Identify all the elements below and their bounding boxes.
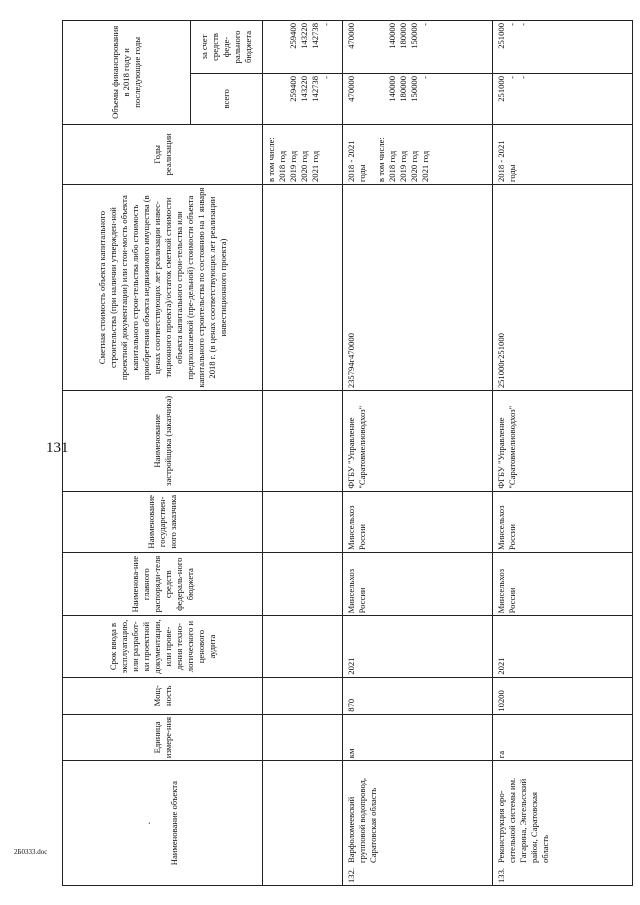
- rotated-table-container: [62, 20, 632, 886]
- amount: 180000: [398, 75, 408, 102]
- table-row: [343, 21, 493, 886]
- amount: 143220: [299, 75, 309, 102]
- amount: 251000: [496, 75, 506, 102]
- breakdown-year: 2020 год: [409, 150, 419, 182]
- page-number: 131: [46, 440, 69, 456]
- amount: 140000: [387, 23, 397, 49]
- object-name: Варфоломеевский групповой водопровод, Саратовская область: [346, 777, 378, 863]
- amount: -: [321, 75, 331, 79]
- breakdown-year: 2020 год: [299, 150, 309, 182]
- breakdown-year: 2018 год: [387, 150, 397, 182]
- amount: 259400: [288, 23, 298, 49]
- amount: 142738: [310, 75, 320, 102]
- header-total: всего: [191, 73, 263, 124]
- amount: 180000: [398, 23, 408, 49]
- header-cost: Сметная стоимость объекта капитального строительства (при наличии утвержден-ной проектной документации) или стои-мость объекта капитального строи-тельства либо стоимость приобретения объекта недвижимого имущества (в ценах соответствующих лет реализации инвес-тиционного проекта)/остаток сметной стоимости объекта капитального строи-тельства или предполагаемой (пре-дельной) стоимости объекта капитального строительства по состоянию на 1 января 2018 г. (в ценах соответствующих лет реализации инвестиционного проекта): [63, 184, 263, 390]
- total-cell: [493, 73, 633, 124]
- footer-filename: 2Б0333.doc: [14, 848, 48, 856]
- header-federal: за счет средств феде-рального бюджета: [191, 21, 263, 74]
- breakdown-top-total: [263, 73, 343, 124]
- amount: 251000: [496, 23, 506, 49]
- header-developer: Наименование застройщика (заказчика): [63, 391, 263, 491]
- chief-manager-cell: Минсельхоз России: [343, 552, 493, 615]
- capacity-cell: 870: [343, 677, 493, 714]
- amount: 143220: [299, 23, 309, 49]
- breakdown-top-federal: [263, 21, 343, 74]
- amount: -: [518, 75, 528, 79]
- amount: -: [507, 23, 517, 26]
- state-customer-cell: Минсельхоз России: [493, 491, 633, 552]
- breakdown-year: 2021 год: [310, 150, 320, 182]
- object-cell: [493, 761, 633, 886]
- amount: 140000: [387, 75, 397, 102]
- amount: -: [507, 75, 517, 79]
- header-term: Срок ввода в эксплуатацию, или разработ-ки проектной документации, или прове-дения техно-логического и ценового аудита: [63, 616, 263, 677]
- amount: 142738: [310, 23, 320, 49]
- capacity-cell: 10200: [493, 677, 633, 714]
- total-cell: [343, 73, 493, 124]
- investment-table: [62, 20, 633, 886]
- amount: 259400: [288, 75, 298, 102]
- amount: 150000: [409, 23, 419, 49]
- object-name: Реконструкция оро-сительной системы им. Гагарина, Энгельсский район, Саратовская область: [496, 777, 550, 863]
- cost-cell: 251000г251000: [493, 184, 633, 390]
- breakdown-year: 2019 год: [398, 150, 408, 182]
- header-capacity: Мощ-ность: [63, 677, 263, 714]
- term-cell: 2021: [493, 616, 633, 677]
- header-dot: ·: [145, 821, 157, 825]
- chief-manager-cell: Минсельхоз России: [493, 552, 633, 615]
- period-cell: 2018 - 2021 годы: [493, 124, 633, 184]
- unit-cell: км: [343, 714, 493, 761]
- table-row: [263, 21, 343, 886]
- amount: -: [321, 23, 331, 26]
- breakdown-year: 2018 год: [277, 150, 287, 182]
- amount: 150000: [409, 75, 419, 102]
- federal-cell: [493, 21, 633, 74]
- unit-cell: га: [493, 714, 633, 761]
- header-chief-manager: Наименова-ние главного распоряди-теля средств федераль-ного бюджета: [63, 552, 263, 615]
- federal-cell: [343, 21, 493, 74]
- period-text: 2018 - 2021 годы: [346, 140, 367, 182]
- period-cell: [343, 124, 493, 184]
- developer-cell: ФГБУ "Управление "Саратовмелиоводхоз": [493, 391, 633, 491]
- state-customer-cell: Минсельхоз России: [343, 491, 493, 552]
- breakdown-label: в том числе:: [266, 137, 276, 182]
- header-funding: Объемы финансирования в 2018 году и последующие годы: [63, 21, 191, 125]
- header-object-name-text: Наименование объекта: [168, 781, 179, 866]
- cost-cell: 235794г470000: [343, 184, 493, 390]
- amount: 470000: [346, 23, 356, 49]
- header-state-customer: Наименование государствен-ного заказчика: [63, 491, 263, 552]
- breakdown-year: 2021 год: [420, 150, 430, 182]
- table-row: [493, 21, 633, 886]
- header-object-name: [63, 761, 263, 886]
- amount: 470000: [346, 75, 356, 102]
- header-unit: Единица измере-ния: [63, 714, 263, 761]
- breakdown-top-years: [263, 124, 343, 184]
- breakdown-year: 2019 год: [288, 150, 298, 182]
- breakdown-label: в том числе:: [376, 137, 386, 182]
- amount: -: [420, 23, 430, 26]
- row-number: 132.: [346, 867, 356, 883]
- object-cell: [343, 761, 493, 886]
- amount: -: [518, 23, 528, 26]
- row-number: 133.: [496, 867, 506, 883]
- term-cell: 2021: [343, 616, 493, 677]
- developer-cell: ФГБУ "Управление "Саратовмелиоводхоз": [343, 391, 493, 491]
- amount: -: [420, 75, 430, 79]
- header-years: Годы реализации: [63, 124, 263, 184]
